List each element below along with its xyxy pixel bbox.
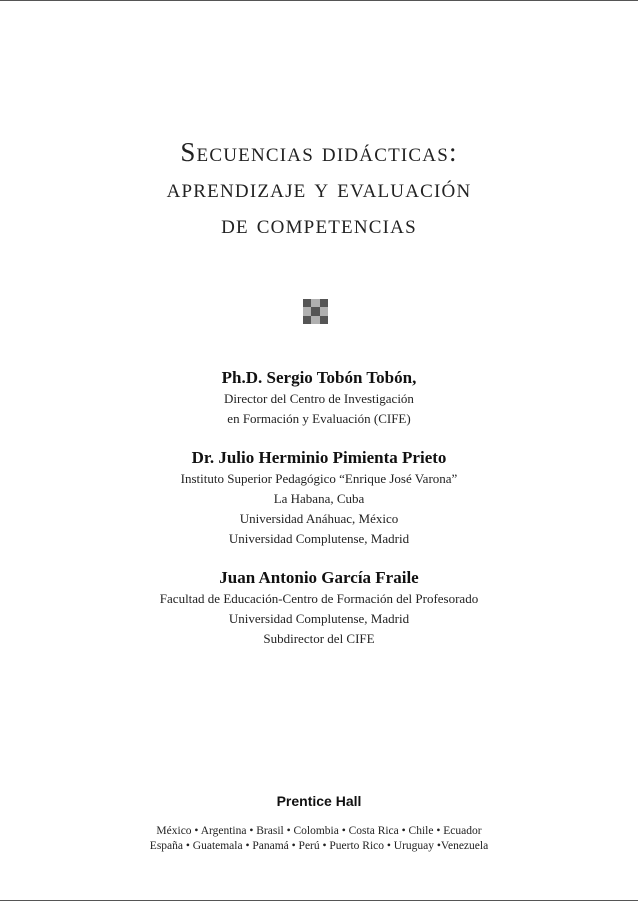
author-affiliation: Universidad Complutense, Madrid [228, 611, 410, 626]
publisher-countries [0, 824, 638, 854]
publisher-name: Prentice Hall [276, 793, 362, 809]
book-title-line-1: Secuencias didácticas: [180, 137, 458, 167]
author-block-3 [0, 567, 638, 649]
countries-line-1: México • Argentina • Brasil • Colombia • Costa Rica • Chile • Ecuador [156, 825, 482, 837]
author-affiliation: Universidad Complutense, Madrid [228, 531, 410, 546]
author-block-1 [0, 367, 638, 429]
author-name: Dr. Julio Herminio Pimienta Prieto [191, 448, 447, 467]
author-affiliation: Instituto Superior Pedagógico “Enrique José Varona” [180, 471, 458, 486]
author-block-2 [0, 447, 638, 549]
book-title-line-3: de competencias [221, 209, 417, 239]
author-affiliation: Subdirector del CIFE [263, 631, 375, 646]
author-affiliation: Facultad de Educación-Centro de Formación del Profesorado [159, 591, 479, 606]
book-title [0, 134, 638, 242]
author-affiliation: La Habana, Cuba [273, 491, 365, 506]
author-affiliation: Director del Centro de Investigación [224, 391, 414, 406]
author-affiliation: en Formación y Evaluación (CIFE) [227, 411, 411, 426]
checkered-ornament-icon [303, 299, 328, 324]
author-name: Juan Antonio García Fraile [219, 568, 419, 587]
book-title-line-2: aprendizaje y evaluación [166, 173, 472, 203]
author-name: Ph.D. Sergio Tobón Tobón, [221, 368, 417, 387]
author-affiliation: Universidad Anáhuac, México [239, 511, 399, 526]
countries-line-2: España • Guatemala • Panamá • Perú • Puerto Rico • Uruguay •Venezuela [149, 840, 489, 852]
